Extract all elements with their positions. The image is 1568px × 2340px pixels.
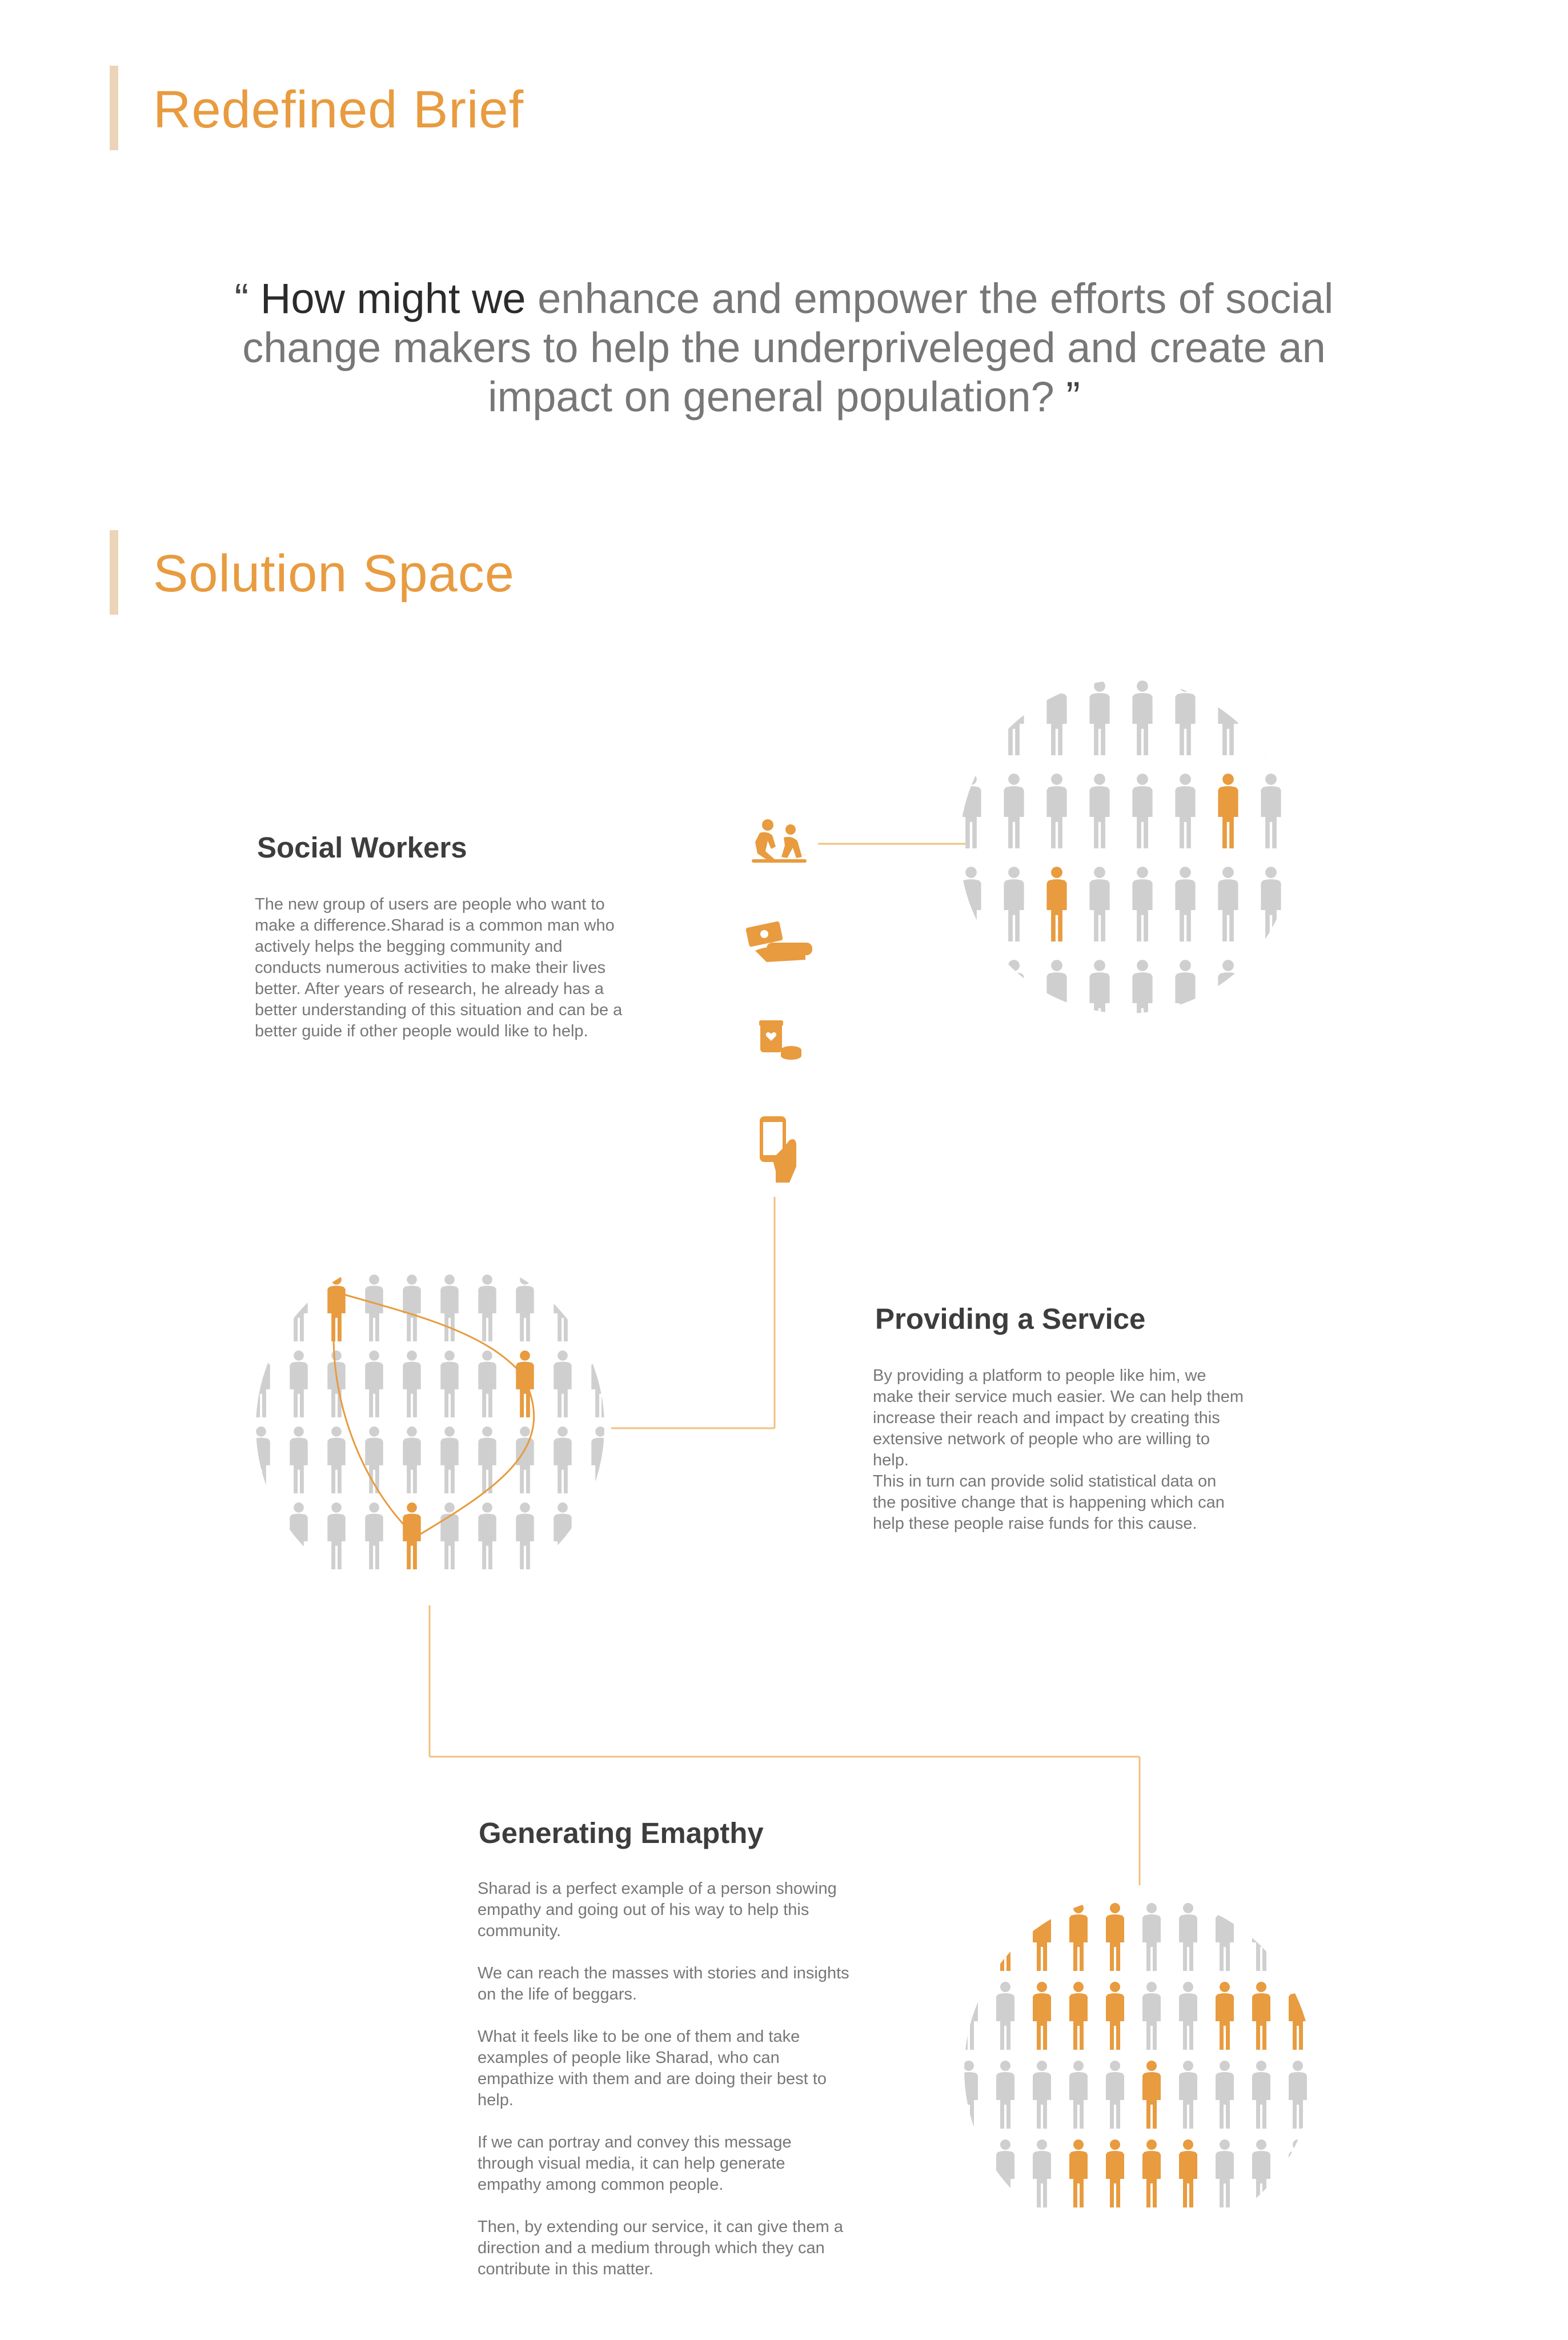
highlighted-person-icon (1218, 774, 1238, 848)
text-line: empathy and going out of his way to help this (478, 1901, 809, 1919)
text-line: Sharad is a perfect example of a person showing (478, 1880, 837, 1898)
person-icon (516, 1502, 534, 1569)
person-icon (290, 1502, 307, 1569)
person-icon (960, 1982, 978, 2050)
person-icon (1289, 2061, 1307, 2129)
person-icon (1069, 2061, 1088, 2129)
highlighted-person-icon (1252, 1982, 1270, 2050)
person-icon (1004, 867, 1024, 941)
text-line: the positive change that is happening which can (873, 1493, 1225, 1512)
person-icon (1252, 1903, 1270, 1971)
person-icon (1132, 680, 1152, 755)
highlighted-person-icon (1106, 1982, 1124, 2050)
highlighted-person-icon (1046, 867, 1066, 941)
text-line: make a difference.Sharad is a common man who (255, 916, 615, 935)
text-line: examples of people like Sharad, who can (478, 2049, 780, 2067)
quote-close-mark: ” (1054, 373, 1080, 420)
text-line: contribute in this matter. (478, 2260, 653, 2278)
text-line: through visual media, it can help generate (478, 2154, 785, 2173)
person-icon (365, 1351, 383, 1417)
person-icon (1132, 774, 1152, 848)
text-line: increase their reach and impact by creating this (873, 1409, 1220, 1427)
text-line: By providing a platform to people like him, we (873, 1367, 1206, 1385)
person-icon (1175, 680, 1195, 755)
text-line: empathize with them and are doing their best to (478, 2070, 827, 2088)
person-icon (440, 1351, 458, 1417)
person-icon (440, 1427, 458, 1493)
network-curve (334, 1293, 534, 1537)
person-icon (591, 1427, 609, 1493)
person-icon (1175, 774, 1195, 848)
person-icon (554, 1502, 571, 1569)
person-icon (478, 1502, 496, 1569)
person-icon (327, 1427, 345, 1493)
person-icon (961, 774, 981, 848)
text-line: This in turn can provide solid statistical data on (873, 1472, 1217, 1490)
person-icon (591, 1351, 609, 1417)
person-icon (996, 2061, 1014, 2129)
generating-empathy-title: Generating Emapthy (479, 1817, 764, 1849)
text-line: help these people raise funds for this cause. (873, 1514, 1197, 1533)
highlighted-person-icon (1069, 1903, 1088, 1971)
person-icon (252, 1351, 270, 1417)
person-icon (1175, 867, 1195, 941)
section-title-redefined-brief: Redefined Brief (153, 81, 524, 139)
person-icon (1218, 680, 1238, 755)
person-icon (365, 1502, 383, 1569)
highlighted-person-icon (1289, 1982, 1307, 2050)
text-line: conducts numerous activities to make their lives (255, 959, 606, 977)
person-icon (960, 2061, 978, 2129)
highlighted-person-icon (1106, 2139, 1124, 2207)
highlighted-person-icon (516, 1351, 534, 1417)
people-cluster (961, 680, 1324, 1035)
text-line: direction and a medium through which they can (478, 2239, 825, 2257)
people-cluster (960, 1903, 1307, 2207)
person-icon (290, 1351, 307, 1417)
person-icon (554, 1275, 571, 1341)
text-line: extensive network of people who are willing to (873, 1430, 1210, 1448)
person-icon (516, 1275, 534, 1341)
person-icon (440, 1275, 458, 1341)
person-icon (996, 1982, 1014, 2050)
person-icon (1179, 1982, 1197, 2050)
person-icon (554, 1351, 571, 1417)
social-workers-title: Social Workers (257, 831, 467, 864)
text-line: The new group of users are people who want to (255, 895, 605, 913)
person-icon (591, 1275, 609, 1341)
person-icon (1252, 2061, 1270, 2129)
person-icon (478, 1427, 496, 1493)
person-icon (1304, 960, 1324, 1035)
highlighted-person-icon (1069, 2139, 1088, 2207)
person-icon (996, 2139, 1014, 2207)
person-icon (290, 1427, 307, 1493)
person-icon (1175, 960, 1195, 1035)
highlighted-person-icon (1216, 1982, 1234, 2050)
person-icon (1304, 680, 1324, 755)
person-icon (403, 1275, 420, 1341)
person-icon (1289, 1903, 1307, 1971)
person-icon (1218, 867, 1238, 941)
person-icon (1106, 2061, 1124, 2129)
person-icon (1261, 960, 1281, 1035)
person-icon (591, 1502, 609, 1569)
highlighted-person-icon (1106, 1903, 1124, 1971)
person-icon (1218, 960, 1238, 1035)
person-icon (252, 1427, 270, 1493)
text-line: actively helps the begging community and (255, 937, 563, 956)
person-icon (327, 1502, 345, 1569)
person-icon (252, 1275, 270, 1341)
person-icon (1089, 960, 1109, 1035)
person-icon (1046, 774, 1066, 848)
quote-open-mark: “ (234, 275, 260, 322)
providing-service-title: Providing a Service (875, 1303, 1146, 1335)
person-icon (1304, 774, 1324, 848)
person-icon (1004, 774, 1024, 848)
person-icon (1046, 960, 1066, 1035)
person-icon (960, 2139, 978, 2207)
text-line: help. (478, 2091, 514, 2109)
text-line: better guide if other people would like to help. (255, 1022, 588, 1040)
text-line: Then, by extending our service, it can give them a (478, 2218, 843, 2236)
person-icon (1132, 867, 1152, 941)
person-icon (1004, 960, 1024, 1035)
highlighted-person-icon (1142, 2139, 1161, 2207)
person-icon (1289, 2139, 1307, 2207)
highlighted-person-icon (1179, 2139, 1197, 2207)
text-line: If we can portray and convey this message (478, 2133, 792, 2151)
person-icon (1261, 867, 1281, 941)
person-icon (1142, 1903, 1161, 1971)
person-icon (290, 1275, 307, 1341)
person-icon (1033, 2139, 1051, 2207)
text-line: empathy among common people. (478, 2175, 724, 2194)
text-line: community. (478, 1922, 562, 1940)
section-title-solution-space: Solution Space (153, 544, 515, 603)
highlighted-person-icon (1142, 2061, 1161, 2129)
person-icon (403, 1427, 420, 1493)
person-icon (403, 1351, 420, 1417)
text-line: better. After years of research, he already has a (255, 980, 604, 998)
person-icon (1216, 2139, 1234, 2207)
person-icon (1004, 680, 1024, 755)
person-icon (1261, 680, 1281, 755)
highlighted-person-icon (996, 1903, 1014, 1971)
person-icon (1261, 774, 1281, 848)
highlighted-person-icon (1033, 1903, 1051, 1971)
person-icon (365, 1275, 383, 1341)
person-icon (1252, 2139, 1270, 2207)
person-icon (1142, 1982, 1161, 2050)
highlighted-person-icon (1069, 1982, 1088, 2050)
person-icon (1179, 1903, 1197, 1971)
text-line: help. (873, 1451, 909, 1469)
person-icon (1216, 1903, 1234, 1971)
person-icon (478, 1275, 496, 1341)
person-icon (1033, 2061, 1051, 2129)
text-line: We can reach the masses with stories and insights (478, 1964, 849, 1982)
person-icon (252, 1502, 270, 1569)
person-icon (1132, 960, 1152, 1035)
people-cluster (252, 1275, 609, 1569)
person-icon (478, 1351, 496, 1417)
text-line: What it feels like to be one of them and take (478, 2028, 800, 2046)
person-icon (960, 1903, 978, 1971)
person-icon (961, 867, 981, 941)
quote-highlight: How might we (260, 275, 526, 322)
person-icon (1179, 2061, 1197, 2129)
person-icon (1216, 2061, 1234, 2129)
person-icon (1089, 774, 1109, 848)
person-icon (961, 960, 981, 1035)
text-line: make their service much easier. We can help them (873, 1388, 1244, 1406)
person-icon (554, 1427, 571, 1493)
person-icon (1089, 867, 1109, 941)
person-icon (1304, 867, 1324, 941)
text-line: on the life of beggars. (478, 1985, 637, 2004)
person-icon (961, 680, 981, 755)
quote-body: enhance and empower the efforts of social change makers to help the underpriveleged and create an impact on general population? (242, 275, 1334, 420)
person-icon (1089, 680, 1109, 755)
highlighted-person-icon (1033, 1982, 1051, 2050)
person-icon (1046, 680, 1066, 755)
text-line: better understanding of this situation and can be a (255, 1001, 623, 1019)
